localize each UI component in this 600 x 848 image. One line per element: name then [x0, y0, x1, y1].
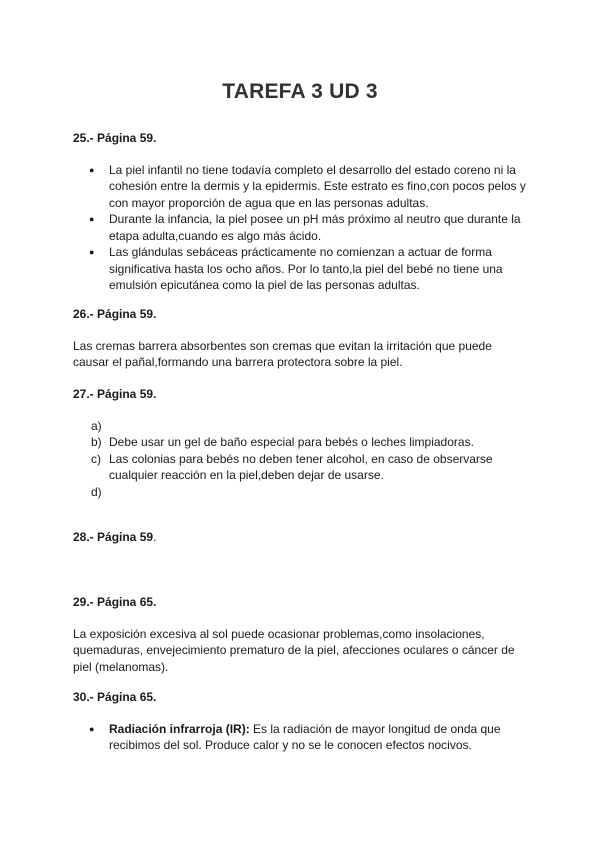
- term-label: Radiación infrarroja (IR):: [109, 721, 250, 736]
- list-item: [73, 451, 528, 484]
- bullet-list: [73, 162, 528, 294]
- bullet-list: [73, 721, 528, 754]
- list-marker: c): [91, 451, 101, 466]
- list-item-text: Debe usar un gel de baño especial para bebés o leches limpiadoras.: [109, 435, 474, 449]
- list-item: [73, 484, 528, 501]
- section-heading: 26.- Página 59.: [73, 307, 157, 321]
- list-item-text: Las colonias para bebés no deben tener alcohol, en caso de observarse cualquier reacción en la piel,deben dejar de usarse.: [109, 451, 493, 482]
- heading-bold-part: 28.- Página 59: [73, 530, 154, 544]
- section-30: [73, 689, 528, 754]
- heading-tail: .: [153, 530, 157, 544]
- answer-paragraph: La exposición excesiva al sol puede ocasionar problemas,como insolaciones, quemaduras, envejecimiento prematuro de la piel, afecciones oculares o cáncer de piel (melanomas).: [73, 626, 515, 674]
- lettered-list: [73, 418, 528, 501]
- list-item: [73, 418, 528, 435]
- section-25: [73, 130, 528, 294]
- list-item: [73, 721, 528, 754]
- answer-paragraph: Las cremas barrera absorbentes son cremas que evitan la irritación que puede causar el pañal,formando una barrera protectora sobre la piel.: [73, 338, 492, 369]
- section-28: [73, 529, 528, 546]
- section-heading: 30.- Página 65.: [73, 690, 157, 704]
- list-item: [73, 434, 528, 451]
- list-marker: b): [91, 435, 102, 449]
- section-heading: [73, 529, 528, 546]
- section-heading: 29.- Página 65.: [73, 595, 157, 609]
- list-item: ● Durante la infancia, la piel posee un pH más próximo al neutro que durante la etapa adulta,cuando es algo más ácido.: [73, 211, 528, 244]
- section-heading: 27.- Página 59.: [73, 387, 157, 401]
- section-26: [73, 306, 528, 371]
- list-marker: d): [91, 484, 102, 499]
- list-marker: a): [91, 418, 102, 433]
- list-item: ● La piel infantil no tiene todavía completo el desarrollo del estado coreno ni la cohesión entre la dermis y la epidermis. Este estrato es fino,con pocos pelos y con mayor proporción de agua que en las personas adultas.: [73, 162, 528, 212]
- section-heading: 25.- Página 59.: [73, 131, 157, 145]
- document-title: TAREFA 3 UD 3: [222, 80, 378, 103]
- term-description: Es la radiación de mayor longitud de onda que recibimos del sol. Produce calor y no se le conocen efectos nocivos.: [109, 721, 501, 752]
- list-item: ● Las glándulas sebáceas prácticamente no comienzan a actuar de forma significativa hasta los ocho años. Por lo tanto,la piel del bebé no tiene una emulsión epicutánea como la piel de las personas adultas.: [73, 244, 528, 294]
- section-27: [73, 386, 528, 500]
- section-29: [73, 594, 528, 675]
